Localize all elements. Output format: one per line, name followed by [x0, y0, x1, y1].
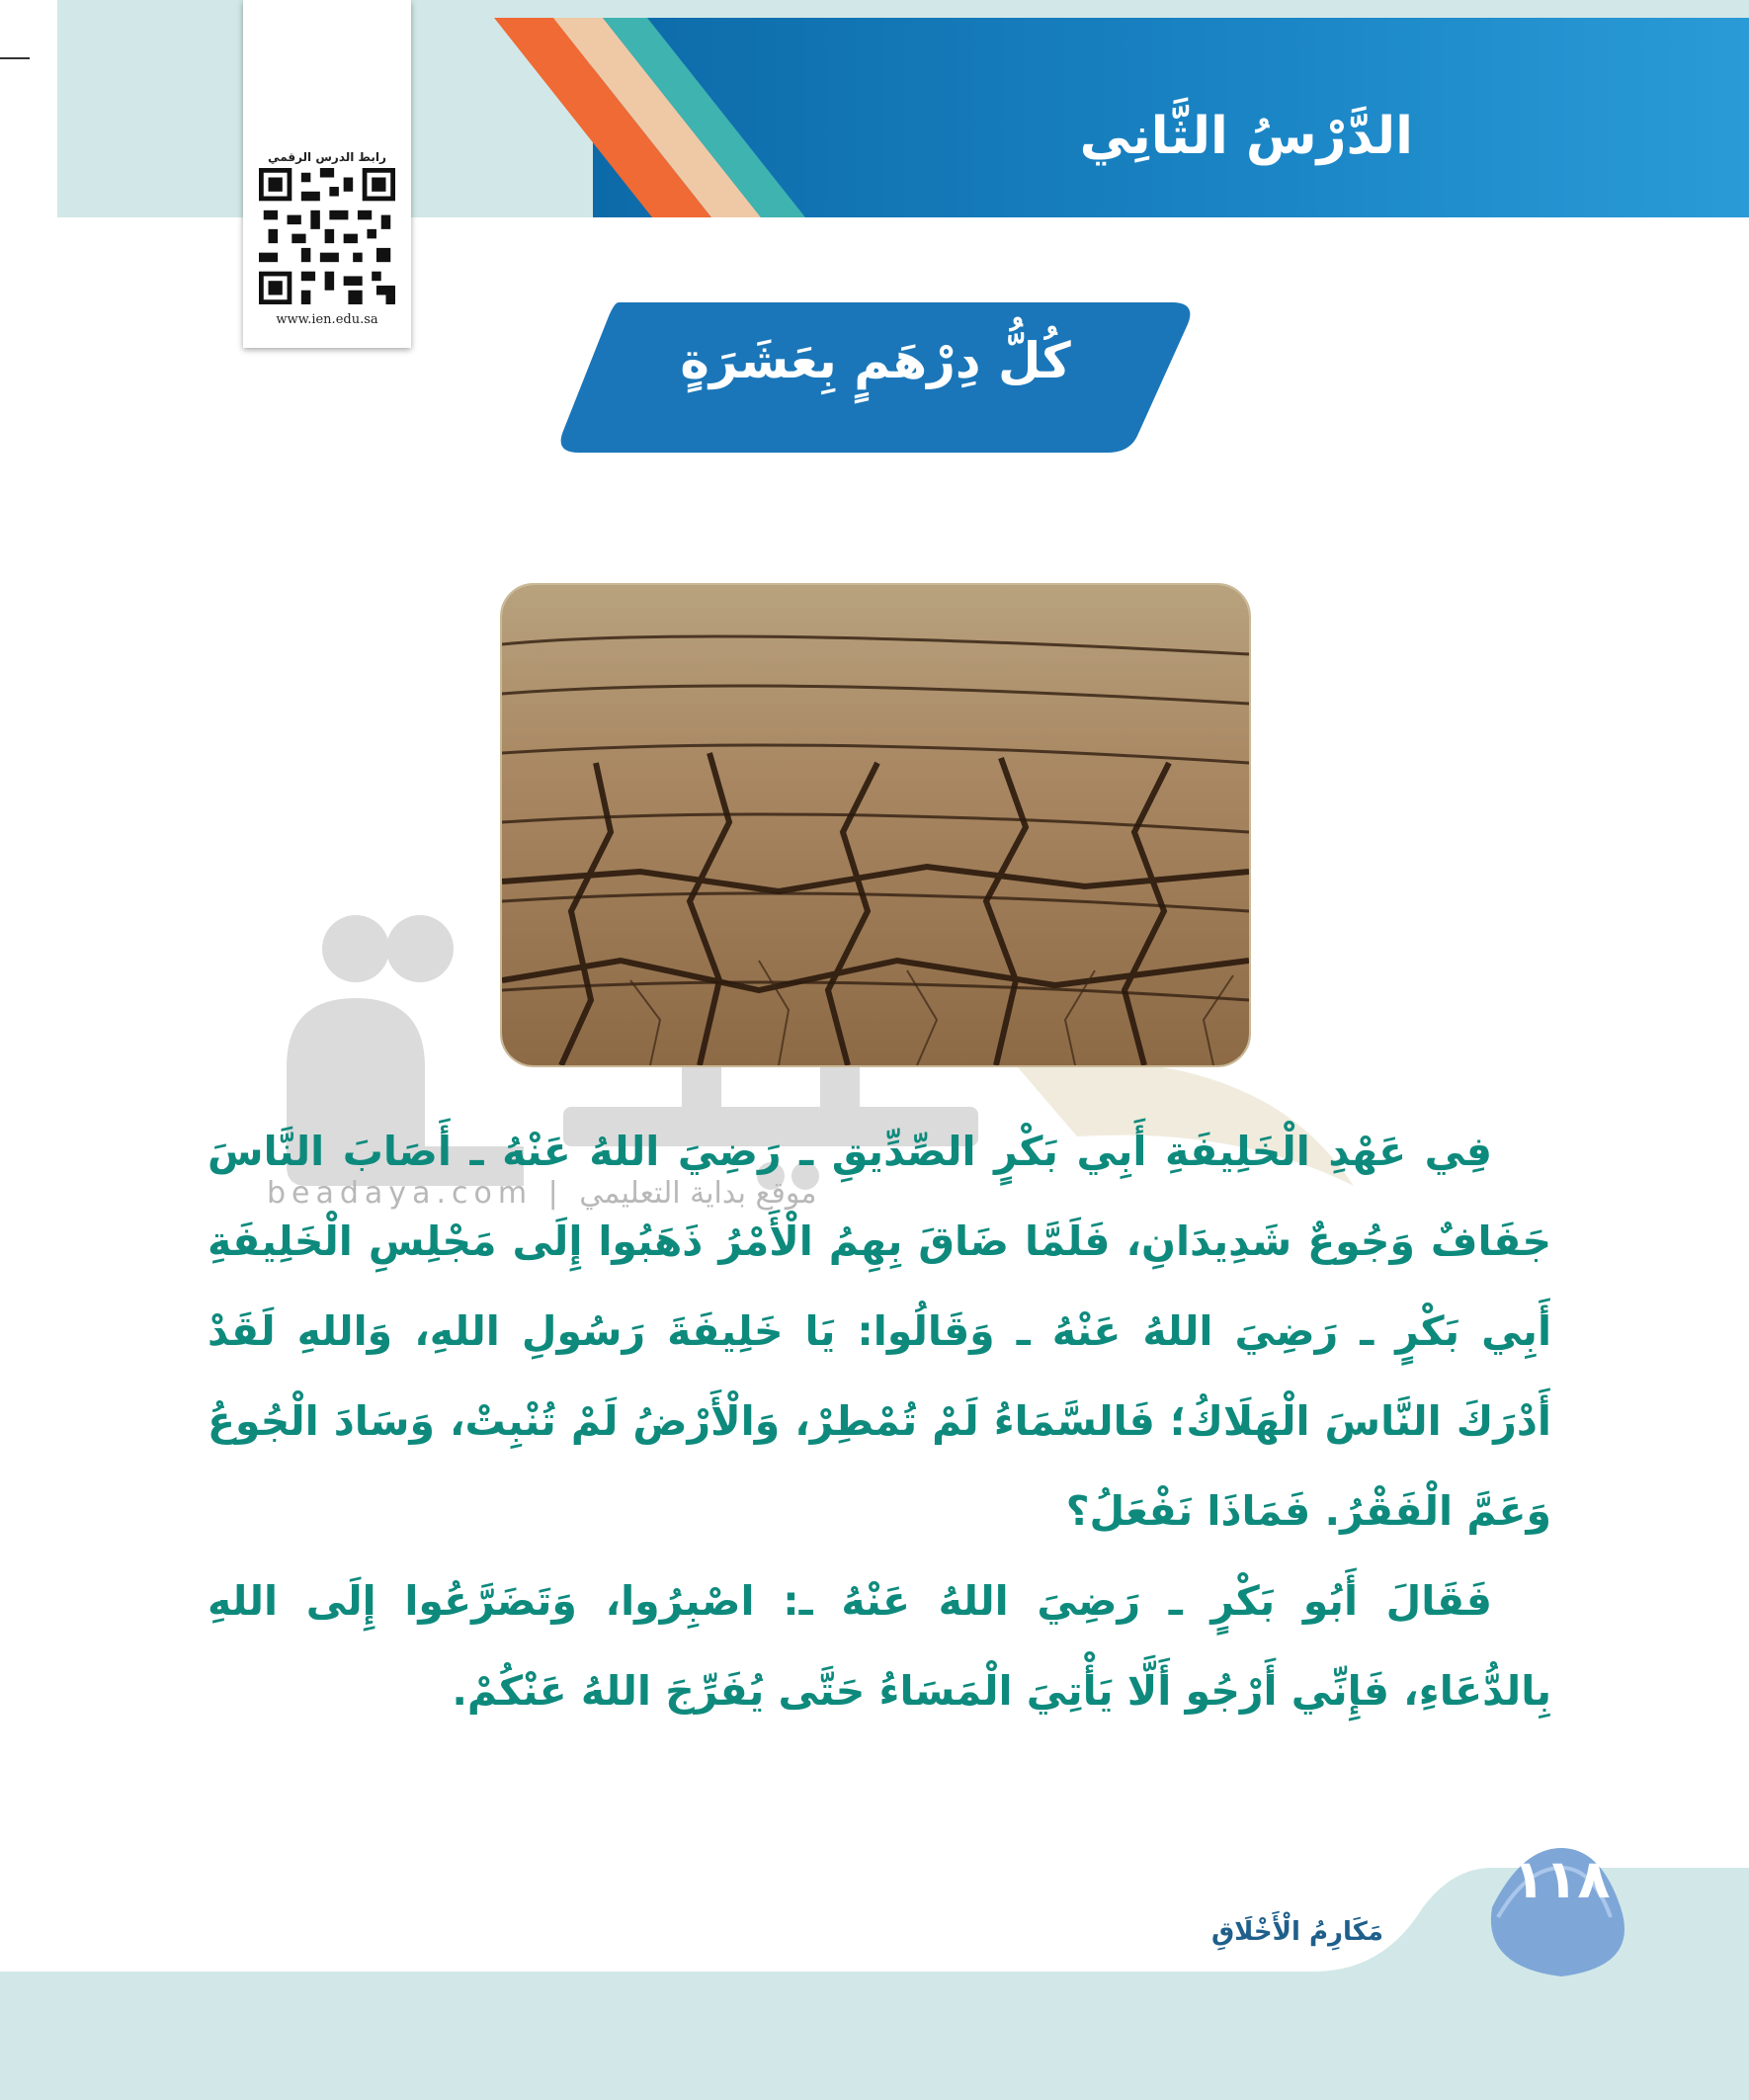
- cracked-earth-photo: [500, 583, 1251, 1067]
- qr-code-icon[interactable]: [259, 168, 395, 304]
- qr-card[interactable]: [243, 0, 411, 348]
- footer-wave: [0, 1848, 1749, 2100]
- paragraph-2: فَقَالَ أَبُو بَكْرٍ ـ رَضِيَ اللهُ عَنْهُ ـ: اصْبِرُوا، وَتَضَرَّعُوا إِلَى اللهِ بِالدُّعَاءِ، فَإِنِّي أَرْجُو أَلَّا يَأْتِيَ الْمَسَاءُ حَتَّى يُفَرِّجَ اللهُ عَنْكُمْ.: [208, 1577, 1551, 1715]
- qr-url[interactable]: www.ien.edu.sa: [276, 312, 378, 327]
- qr-label: رابط الدرس الرقمي: [268, 150, 386, 164]
- page-number: ١١٨: [1512, 1848, 1611, 1910]
- cracked-dry-earth-image: [502, 585, 1249, 1065]
- watermark-site-text: beadaya.com | موقع بداية التعليمي: [267, 1176, 817, 1211]
- book-title: مَكَارِمُ الْأَخْلَاقِ: [1210, 1917, 1383, 1947]
- lesson-title: الدَّرْسُ الثَّانِي: [1079, 107, 1413, 166]
- lesson-subtitle: كُلُّ دِرْهَمٍ بِعَشَرَةٍ: [680, 332, 1071, 389]
- paragraph-1: فِي عَهْدِ الْخَلِيفَةِ أَبِي بَكْرٍ الصِّدِّيقِ ـ رَضِيَ اللهُ عَنْهُ ـ أَصَابَ النَّاسَ جَفَافٌ وَجُوعٌ شَدِيدَانِ، فَلَمَّا ضَاقَ بِهِمُ الْأَمْرُ ذَهَبُوا إِلَى مَجْلِسِ الْخَلِيفَةِ أَبِي بَكْرٍ ـ رَضِيَ اللهُ عَنْهُ ـ وَقَالُوا: يَا خَلِيفَةَ رَسُولِ اللهِ، وَاللهِ لَقَدْ أَدْرَكَ النَّاسَ الْهَلَاكُ؛ فَالسَّمَاءُ لَمْ تُمْطِرْ، وَالْأَرْضُ لَمْ تُنْبِتْ، وَسَادَ الْجُوعُ وَعَمَّ الْفَقْرُ. فَمَاذَا نَفْعَلُ؟: [208, 1128, 1551, 1535]
- story-text: [208, 1107, 1551, 1736]
